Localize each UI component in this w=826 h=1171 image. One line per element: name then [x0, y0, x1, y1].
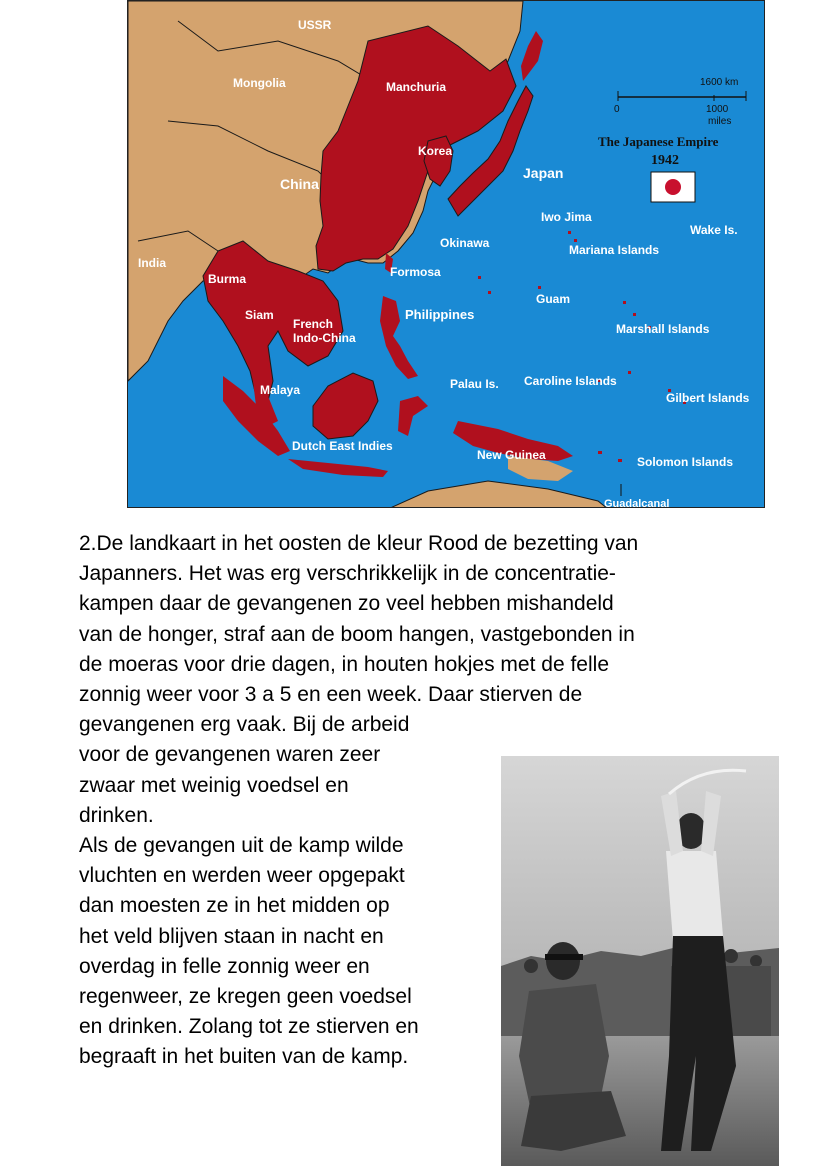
- legend-year: 1942: [651, 153, 679, 168]
- label-china: China: [280, 176, 319, 192]
- label-ussr: USSR: [298, 18, 332, 32]
- text-line: kampen daar de gevangenen zo veel hebben mishandeld: [79, 592, 614, 616]
- label-wake: Wake Is.: [690, 223, 738, 237]
- label-philippines: Philippines: [405, 307, 475, 322]
- label-malaya: Malaya: [260, 383, 301, 397]
- text-line: Als de gevangen uit de kamp wilde: [79, 834, 404, 858]
- label-new-guinea: New Guinea: [477, 448, 546, 462]
- scale-miles-unit: miles: [708, 116, 732, 127]
- label-solomon-islands: Solomon Islands: [637, 455, 734, 469]
- label-marshall-islands: Marshall Islands: [616, 322, 710, 336]
- scale-miles-value: 1000: [706, 104, 729, 115]
- scale-zero: 0: [614, 104, 620, 115]
- text-line: dan moesten ze in het midden op: [79, 894, 390, 918]
- text-line: het veld blijven staan in nacht en: [79, 924, 384, 948]
- text-line: drinken.: [79, 803, 154, 827]
- text-line: van de honger, straf aan de boom hangen, vastgebonden in: [79, 622, 635, 646]
- text-line: begraaft in het buiten van de kamp.: [79, 1045, 409, 1069]
- text-line: gevangenen erg vaak. Bij de arbeid: [79, 713, 410, 737]
- text-line: zonnig weer voor 3 a 5 en een week. Daar stierven de: [79, 683, 583, 707]
- label-formosa: Formosa: [390, 265, 441, 279]
- label-india: India: [138, 256, 167, 270]
- legend-title: The Japanese Empire: [598, 134, 719, 149]
- label-korea: Korea: [418, 144, 453, 158]
- map-japanese-empire: [127, 0, 765, 508]
- text-line: zwaar met weinig voedsel en: [79, 773, 349, 797]
- scale-km: 1600 km: [700, 77, 739, 88]
- label-dutch-east-indies: Dutch East Indies: [292, 439, 393, 453]
- label-iwo-jima: Iwo Jima: [541, 210, 592, 224]
- text-line: voor de gevangenen waren zeer: [79, 743, 381, 767]
- text-line: Japanners. Het was erg verschrikkelijk in de concentratie-: [79, 562, 616, 586]
- text-line: 2.De landkaart in het oosten de kleur Rood de bezetting van: [79, 532, 639, 555]
- label-palau: Palau Is.: [450, 377, 499, 391]
- text-line: en drinken. Zolang tot ze stierven en: [79, 1015, 419, 1039]
- label-caroline-islands: Caroline Islands: [524, 374, 617, 388]
- label-mongolia: Mongolia: [233, 76, 286, 90]
- label-mariana-islands: Mariana Islands: [569, 243, 660, 257]
- label-guam: Guam: [536, 292, 571, 306]
- label-guadalcanal: Guadalcanal: [604, 498, 670, 508]
- historical-photo: [501, 756, 779, 1166]
- label-japan: Japan: [523, 165, 564, 181]
- label-manchuria: Manchuria: [386, 80, 447, 94]
- text-line: overdag in felle zonnig weer en: [79, 954, 370, 978]
- text-line: regenweer, ze kregen geen voedsel: [79, 985, 412, 1009]
- label-siam: Siam: [245, 308, 274, 322]
- japan-flag-icon: [651, 172, 695, 202]
- label-french-indochina-1: French: [293, 317, 334, 331]
- label-french-indochina-2: Indo-China: [293, 331, 356, 345]
- text-line: de moeras voor drie dagen, in houten hokjes met de felle: [79, 652, 609, 676]
- label-burma: Burma: [208, 272, 247, 286]
- text-line: vluchten en werden weer opgepakt: [79, 864, 405, 888]
- label-okinawa: Okinawa: [440, 236, 490, 250]
- label-gilbert-islands: Gilbert Islands: [666, 391, 750, 405]
